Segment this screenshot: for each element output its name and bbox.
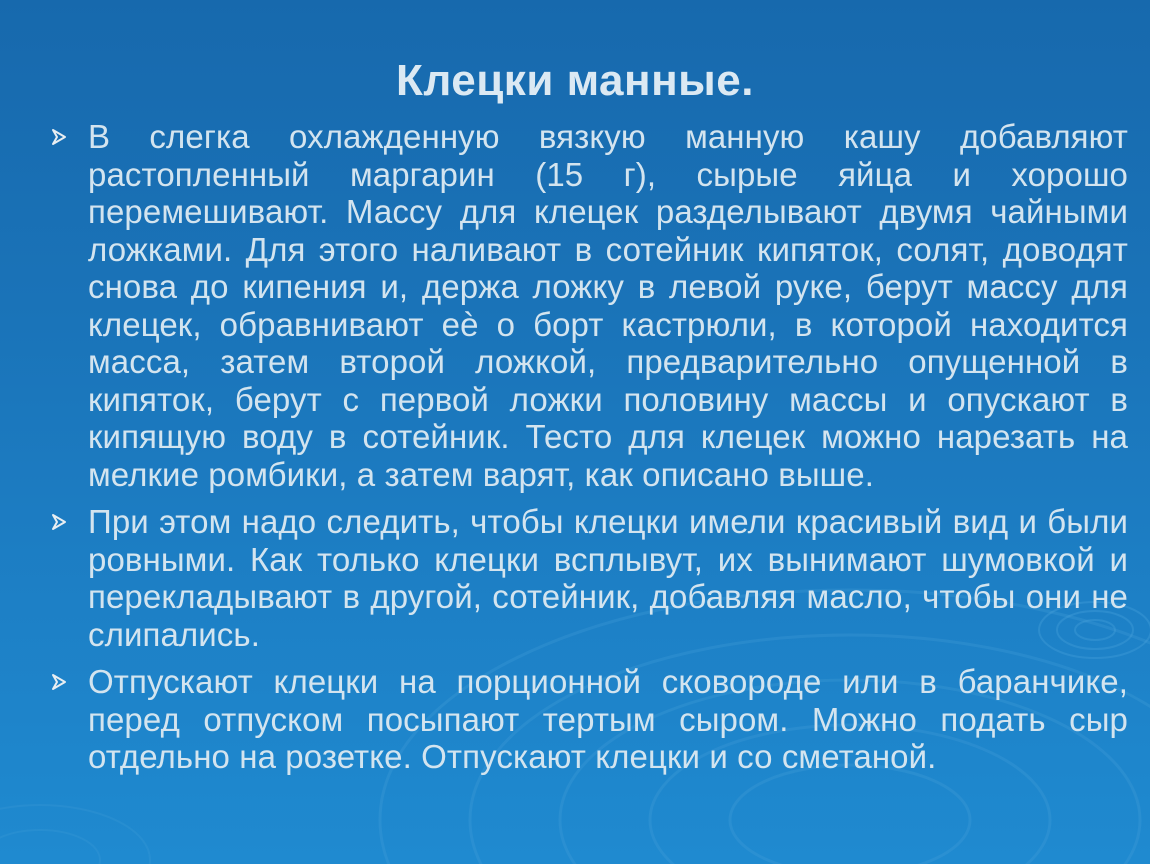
bullet-text: Отпускают клецки на порционной сковороде или в баранчике, перед отпуском посыпают тертым сыром. Можно подать сыр отдельно на розетке. Отпускают клецки и со сметаной. [88, 663, 1128, 775]
list-item [48, 663, 1128, 776]
bullet-text: При этом надо следить, чтобы клецки имели красивый вид и были ровными. Как только клецки всплывут, их вынимают шумовкой и перекладывают в другой, сотейник, добавляя масло, чтобы они не слипались. [88, 503, 1128, 653]
bullet-text: В слегка охлажденную вязкую манную кашу добавляют растопленный маргарин (15 г), сырые яйца и хорошо перемешивают. Массу для клецек разделывают двумя чайными ложками. Для этого наливают в сотейник кипяток, солят, доводят снова до кипения и, держа ложку в левой руке, берут массу для клецек, обравнивают еѐ о борт кастрюли, в которой находится масса, затем второй ложкой, предварительно опущенной в кипяток, берут с первой ложки половину массы и опускают в кипящую воду в сотейник. Тесто для клецек можно нарезать на мелкие ромбики, а затем варят, как описано выше. [88, 118, 1128, 493]
slide-title: Клецки манные. [396, 56, 754, 105]
arrowhead-bullet-icon [48, 671, 70, 693]
list-item [48, 503, 1128, 653]
bullet-list [48, 118, 1128, 786]
list-item [48, 118, 1128, 493]
arrowhead-bullet-icon [48, 126, 70, 148]
arrowhead-bullet-icon [48, 511, 70, 533]
